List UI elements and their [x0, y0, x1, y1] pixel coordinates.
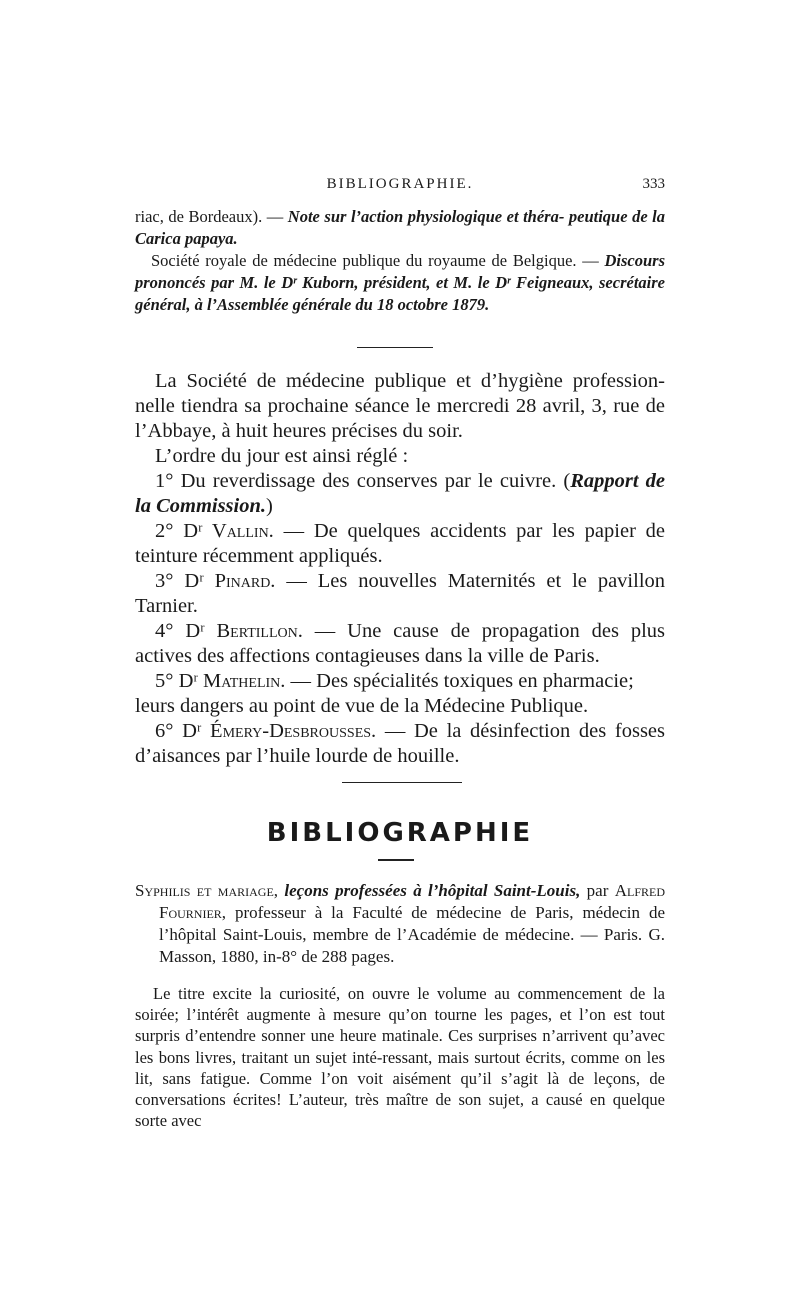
separator-rule	[342, 782, 462, 783]
item-text: — Une cause de propagation des plus actives des affections contagieuses dans la ville de Paris.	[135, 620, 665, 667]
item-number: 3°	[155, 570, 174, 592]
announcement	[135, 369, 665, 769]
entry-continuation-text: riac, de Bordeaux). —	[135, 207, 288, 226]
item-tail: )	[266, 495, 273, 517]
society-name: Société royale de médecine publique du royaume de Belgique. —	[151, 251, 605, 270]
entry-society	[135, 250, 665, 316]
book-subtitle: leçons professées à l’hôpital Saint-Louis,	[278, 881, 581, 900]
item-text: — De la désinfection des fosses d’aisances par l’huile lourde de houille.	[135, 720, 665, 767]
previous-entries	[135, 206, 665, 316]
book-review	[135, 983, 665, 1131]
item-text: Du reverdissage des conserves par le cuivre. (	[180, 470, 571, 492]
book-author: Alfred Fournier	[159, 881, 665, 922]
order-intro: L’ordre du jour est ainsi réglé :	[155, 445, 409, 467]
society-discourse: Discours prononcés par M. le Dʳ Kuborn, président, et M. le Dʳ Feigneaux, secrétaire général, à l’Assemblée générale du 18 octobre 1879.	[135, 251, 665, 314]
section-heading: BIBLIOGRAPHIE	[266, 818, 534, 848]
item-speaker: Dʳ Bertillon.	[185, 620, 303, 642]
item-text: — Les nouvelles Maternités et le pavillon Tarnier.	[135, 570, 666, 617]
review-paragraph: Le titre excite la curiosité, on ouvre le volume au commencement de la soirée; l’intérêt augmente à mesure qu’on tourne les pages, et l’on est tout surpris d’entendre sonner une heure matinale. Ces surprises n’arrivent qu’avec les bons livres, traitant un sujet inté-ressant, mais surtout écrits, comme on les lit, sans fatigue. Comme l’on voit aisément qu’il s’agit là de leçons, de conversations écrites! L’auteur, très maître de son sujet, a causé en quelque sorte avec	[135, 984, 665, 1131]
item-text: — Des spécialités toxiques en pharmacie; leurs dangers au point de vue de la Médecine Publique.	[135, 670, 634, 717]
item-text: — De quelques accidents par les papier de teinture récemment appliqués.	[135, 520, 666, 567]
item-speaker: Dʳ Mathelin.	[178, 670, 286, 692]
entry-continuation	[135, 206, 665, 250]
book-title: Syphilis et mariage,	[135, 881, 279, 900]
item-italic: Rapport de la Commission.	[135, 470, 665, 517]
book-details: , professeur à la Faculté de médecine de Paris, médecin de l’hôpital Saint-Louis, membre de l’Académie de médecine. — Paris. G. Masson, 1880, in-8° de 288 pages.	[159, 903, 665, 966]
item-speaker: Dʳ Pinard.	[184, 570, 276, 592]
item-number: 2°	[155, 520, 174, 542]
entry-note-title: Note sur l’action physiologique et théra-	[287, 207, 565, 226]
running-header	[135, 176, 665, 198]
item-number: 1°	[155, 470, 174, 492]
agenda-item	[135, 469, 665, 519]
agenda-item	[135, 719, 665, 769]
heading-rule	[378, 859, 414, 861]
item-speaker: Dʳ Émery-Desbrousses.	[182, 720, 377, 742]
entry-note-title-cont: peutique de la Carica papaya.	[135, 207, 666, 248]
agenda-item	[135, 669, 665, 719]
agenda-item	[135, 519, 665, 569]
running-title: BIBLIOGRAPHIE.	[326, 176, 474, 192]
agenda-item	[135, 569, 665, 619]
announcement-intro: La Société de médecine publique et d’hygiène profession-nelle tiendra sa prochaine séance le mercredi 28 avril, 3, rue de l’Abbaye, à huit heures précises du soir.	[135, 370, 665, 442]
page-number: 333	[642, 176, 665, 192]
item-number: 4°	[155, 620, 174, 642]
agenda-item	[135, 619, 665, 669]
item-speaker: Dʳ Vallin.	[183, 520, 274, 542]
bibliography-citation	[135, 880, 665, 968]
separator-rule	[357, 347, 433, 348]
item-number: 5°	[155, 670, 174, 692]
book-by: par	[580, 881, 615, 900]
item-number: 6°	[155, 720, 174, 742]
bibliography-entry	[135, 880, 665, 968]
